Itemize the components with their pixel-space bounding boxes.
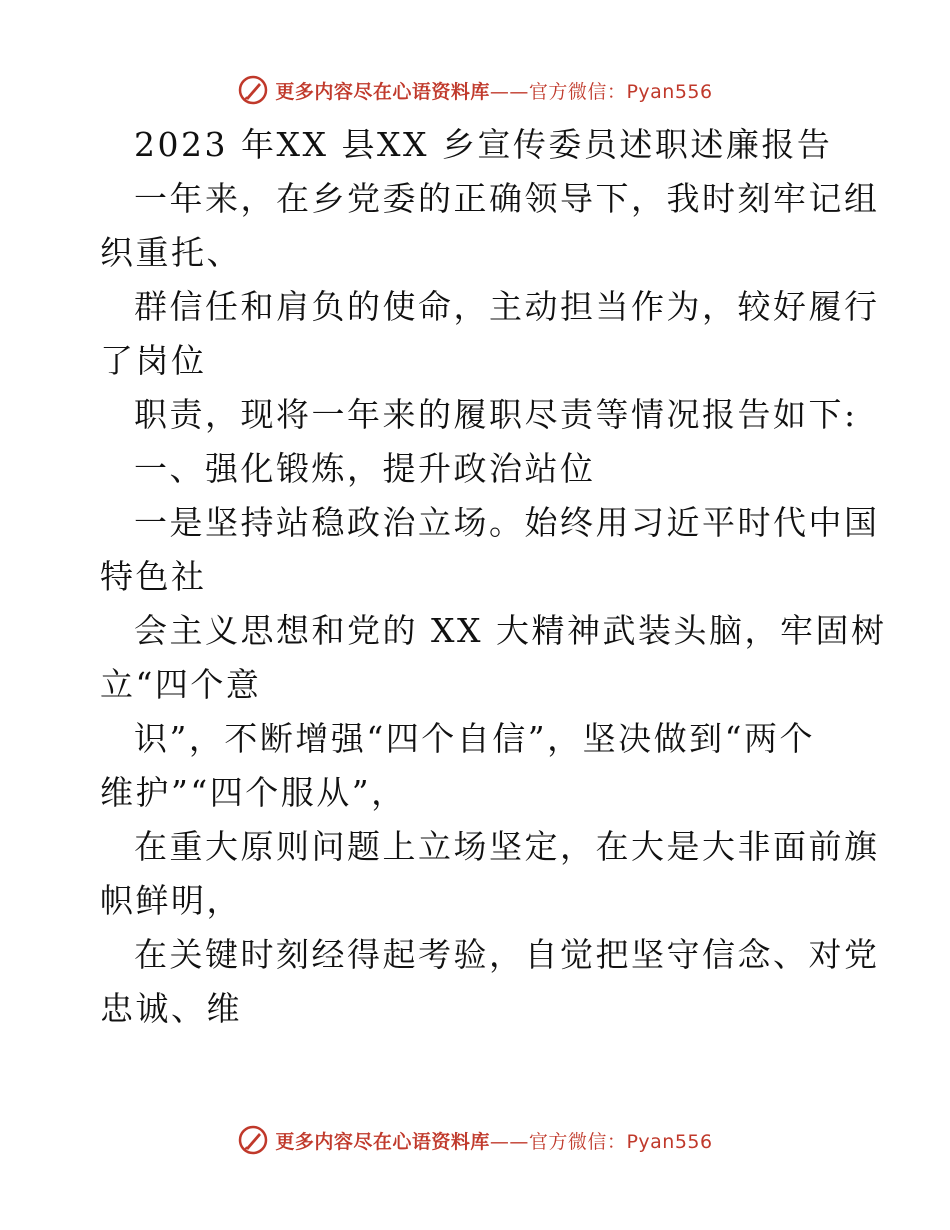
watermark-wechat-label: 官方微信：: [528, 1130, 627, 1153]
watermark-separator: ——: [489, 80, 529, 103]
footer-watermark: [0, 1120, 950, 1160]
quill-pen-circle-icon: [237, 1124, 269, 1156]
document-body: [100, 118, 887, 1036]
paragraph-line: 特色社: [100, 557, 207, 596]
paragraph-line: 忠诚、维: [100, 989, 242, 1028]
paragraph-line: 立“四个意: [100, 665, 262, 704]
paragraph-line: 一是坚持站稳政治立场。始终用习近平时代中国: [134, 503, 880, 542]
quill-pen-circle-icon: [237, 74, 269, 106]
watermark-separator: ——: [489, 1130, 529, 1153]
watermark-wechat-id: Pyan556: [626, 80, 713, 103]
paragraph-line: 会主义思想和党的 XX 大精神武装头脑，牢固树: [134, 611, 887, 650]
paragraph-line: 在重大原则问题上立场坚定，在大是大非面前旗: [134, 827, 880, 866]
watermark-brand: 更多内容尽在心语资料库: [275, 80, 490, 103]
paragraph-line: 帜鲜明，: [100, 881, 242, 920]
watermark-brand: 更多内容尽在心语资料库: [275, 1130, 490, 1153]
paragraph-line: 群信任和肩负的使命，主动担当作为，较好履行: [134, 287, 880, 326]
paragraph-line: 在关键时刻经得起考验，自觉把坚守信念、对党: [134, 935, 880, 974]
watermark-wechat-id: Pyan556: [626, 1130, 713, 1153]
paragraph-line: 职责，现将一年来的履职尽责等情况报告如下:: [134, 395, 858, 434]
paragraph-line: 识”，不断增强“四个自信”，坚决做到“两个: [134, 719, 815, 758]
watermark-wechat-label: 官方微信：: [528, 80, 627, 103]
paragraph-line: 维护”“四个服从”，: [100, 773, 407, 812]
paragraph-line: 了岗位: [100, 341, 207, 380]
paragraph-line: 一年来，在乡党委的正确领导下，我时刻牢记组: [134, 179, 880, 218]
paragraph-line: 织重托、: [100, 233, 242, 272]
section-heading: 一、强化锻炼，提升政治站位: [134, 449, 596, 488]
header-watermark: [0, 70, 950, 110]
document-title: 2023 年XX 县XX 乡宣传委员述职述廉报告: [134, 125, 833, 164]
